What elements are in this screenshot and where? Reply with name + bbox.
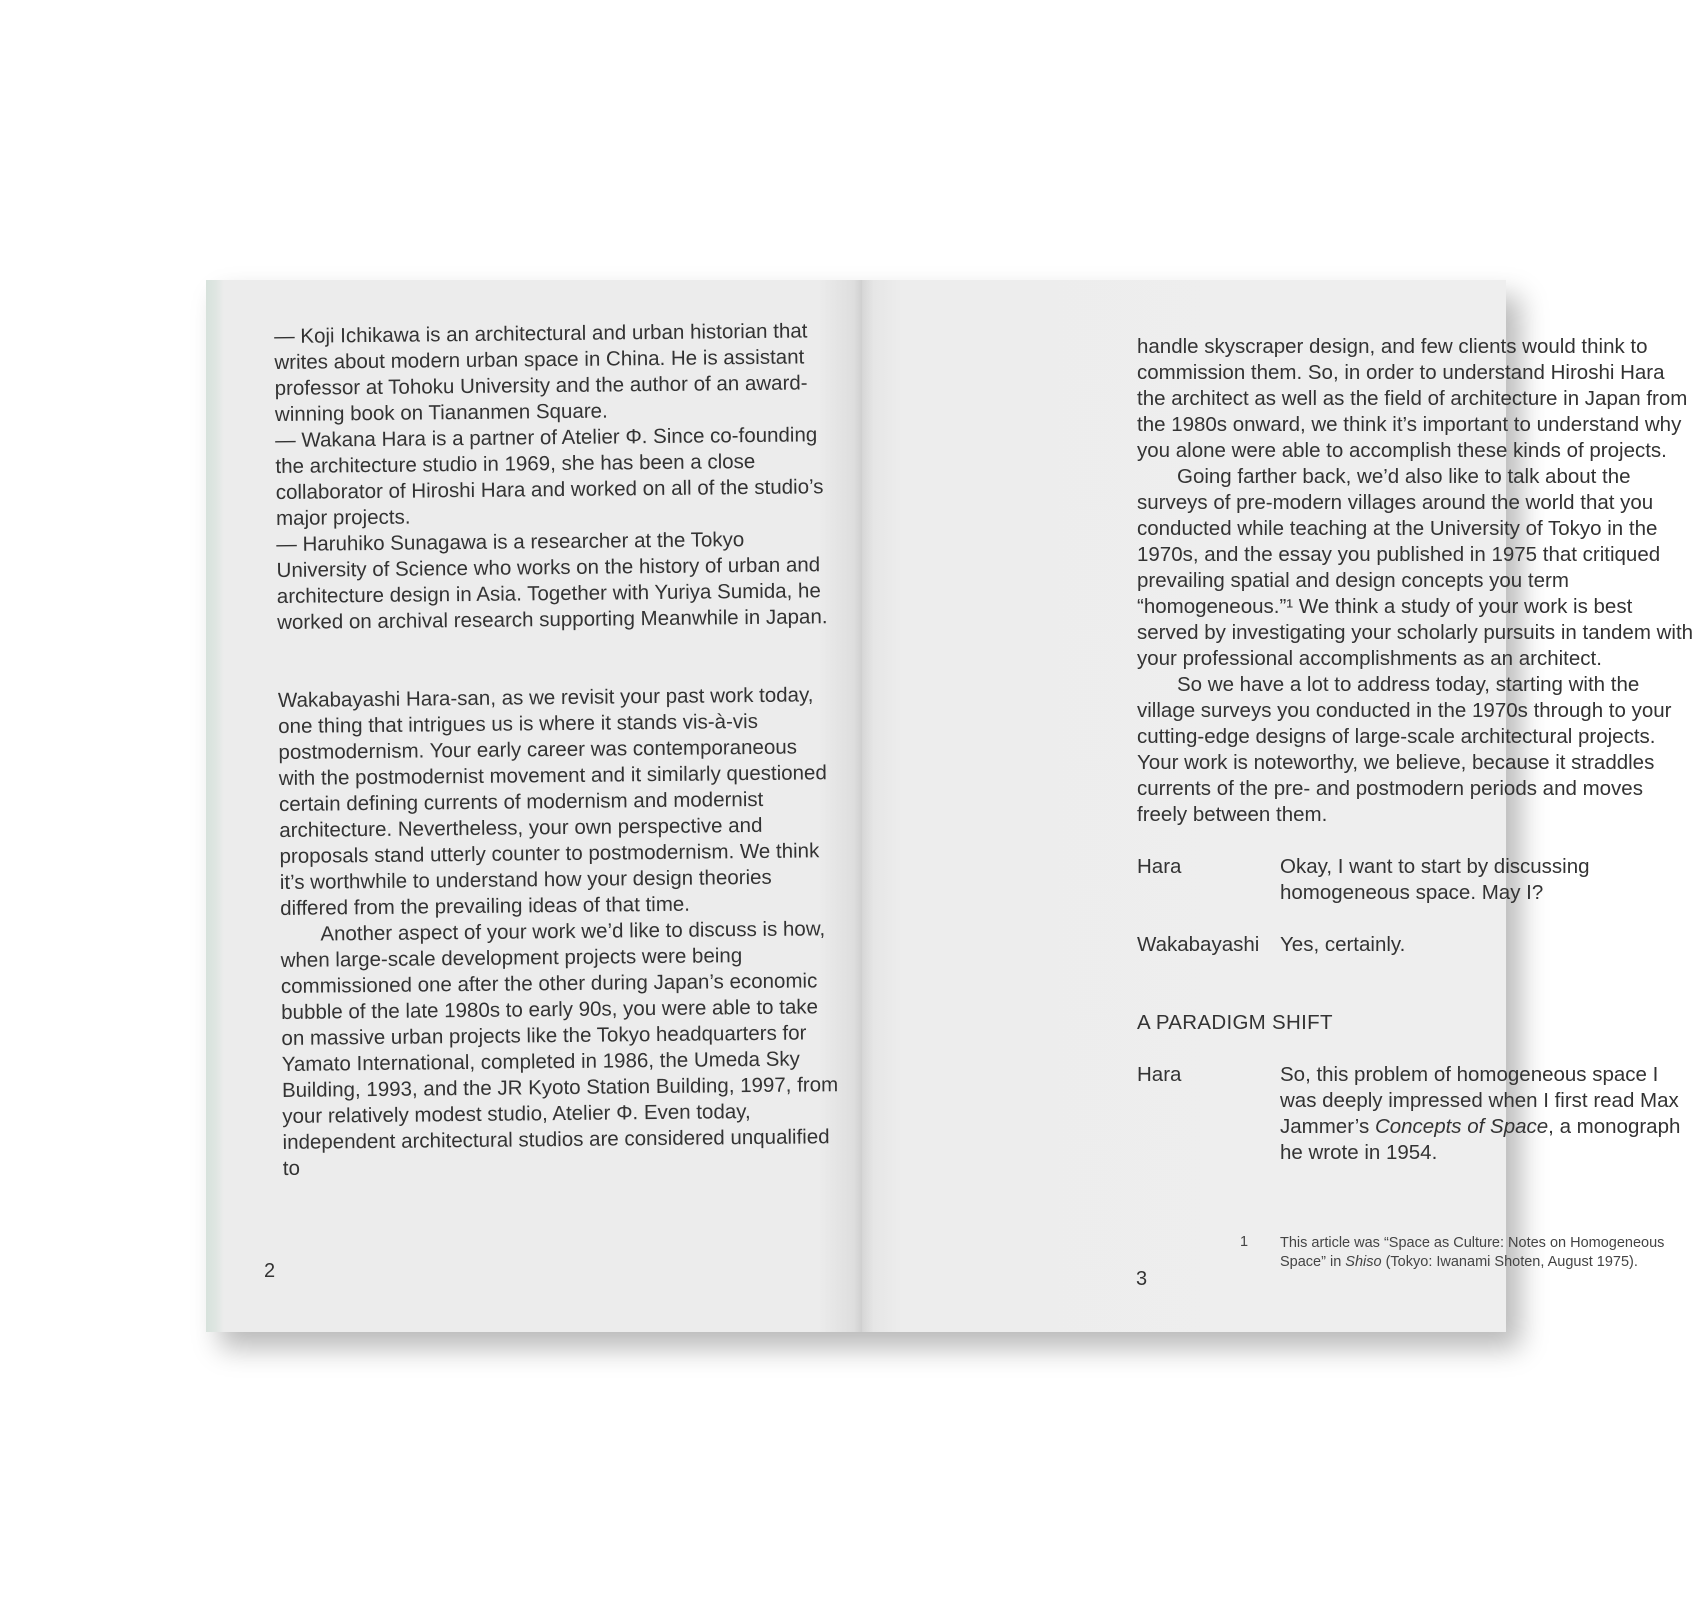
speaker-name: Wakabayashi (1137, 933, 1260, 956)
speaker-name: Hara (1137, 855, 1182, 878)
spacer (277, 630, 838, 688)
bio-koji-ichikawa: — Koji Ichikawa is an architectural and urban historian that writes about modern urban space in China. He is assistant professor at Tohoku University and the author of an award-winning book on Tiananmen Square. (274, 319, 808, 426)
bio-haruhiko-sunagawa: — Haruhiko Sunagawa is a researcher at the Tokyo University of Science who works on the history of urban and architecture design in Asia. Together with Yuriya Sumida, he worked on archival research supporting Meanwhile in Japan. (276, 528, 828, 634)
spacer (1137, 1036, 1697, 1062)
left-page (206, 280, 862, 1332)
dialogue-text: Okay, I want to start by discussing homogeneous space. May I? (1280, 855, 1590, 904)
dialogue-text (1280, 1062, 1697, 1166)
body-paragraph: handle skyscraper design, and few clients would think to commission them. So, in order to understand Hiroshi Hara the architect as well as the field of architecture in Japan from the 1980s onward, we think it’s important to understand why you alone were able to accomplish these kinds of projects. (1137, 335, 1688, 462)
body-paragraph: So we have a lot to address today, starting with the village surveys you conducted in the 1970s through to your cutting-edge designs of large-scale architectural projects. Your work is noteworthy, we believe, because it straddles currents of the pre- and postmodern periods and moves freely between them. (1137, 673, 1672, 826)
dialogue-text: Yes, certainly. (1280, 933, 1406, 956)
footnote (1280, 1234, 1700, 1272)
page-number: 2 (264, 1260, 276, 1282)
spacer (1137, 958, 1697, 1010)
bio-wakana-hara: — Wakana Hara is a partner of Atelier Φ. Since co-founding the architecture studio in 1969, she has been a close collaborator of Hiroshi Hara and worked on all of the studio’s major projects. (275, 423, 824, 530)
journal-title: Shiso (1345, 1254, 1382, 1270)
dialogue-text-tail: , a monograph he wrote in 1954. (1280, 1115, 1681, 1164)
open-booklet (206, 280, 1694, 1332)
body-paragraph: Another aspect of your work we’d like to discuss is how, when large-scale development projects were being commissioned one after the other during Japan’s economic bubble of the late 1980s to early 90s, you were able to take on massive urban projects like the Tokyo headquarters for Yamato International, completed in 1986, the Umeda Sky Building, 1993, and the JR Kyoto Station Building, 1997, from your relatively modest studio, Atelier Φ. Even today, independent architectural studios are considered unqualified to (280, 917, 839, 1180)
intro-text: Hara-san, as we revisit your past work today, one thing that intrigues us is where it stands vis-à-vis postmodernism. Your early career was contemporaneous with the postmodernist movement and it similarly questioned certain defining currents of modernism and modernist architecture. Nevertheless, your own perspective and proposals stand utterly counter to postmodernism. We think it’s worthwhile to understand how your design theories differed from the prevailing ideas of that time. (278, 683, 827, 920)
intro-paragraph (278, 682, 840, 922)
footnote-number: 1 (1240, 1234, 1249, 1250)
spacer (1137, 906, 1697, 932)
right-page-text (1137, 334, 1697, 1166)
body-paragraph: Going farther back, we’d also like to talk about the surveys of pre-modern villages around the world that you conducted while teaching at the University of Tokyo in the 1970s, and the essay you published in 1975 that critiqued prevailing spatial and design concepts you term “homogeneous.”¹ We think a study of your work is best served by investigating your scholarly pursuits in tandem with your professional accomplishments as an architect. (1137, 465, 1694, 670)
dialogue-line (1137, 932, 1697, 958)
left-page-text (274, 318, 843, 1182)
dialogue-text-main: So, this problem of homogeneous space I was deeply impressed when I first read Max Jammer’s (1280, 1063, 1679, 1138)
book-title: Concepts of Space (1374, 1115, 1549, 1138)
footnote-text: This article was “Space as Culture: Notes on Homogeneous Space” in (1280, 1235, 1665, 1270)
speaker-name: Wakabayashi (277, 687, 401, 712)
spacer (1137, 828, 1697, 854)
footnote-text-tail: (Tokyo: Iwanami Shoten, August 1975). (1381, 1254, 1638, 1270)
page-number: 3 (1136, 1268, 1148, 1290)
section-heading: A PARADIGM SHIFT (1137, 1011, 1333, 1034)
speaker-name: Hara (1137, 1063, 1182, 1086)
right-page (862, 280, 1694, 1332)
dialogue-line (1137, 854, 1697, 906)
dialogue-line (1137, 1062, 1697, 1166)
